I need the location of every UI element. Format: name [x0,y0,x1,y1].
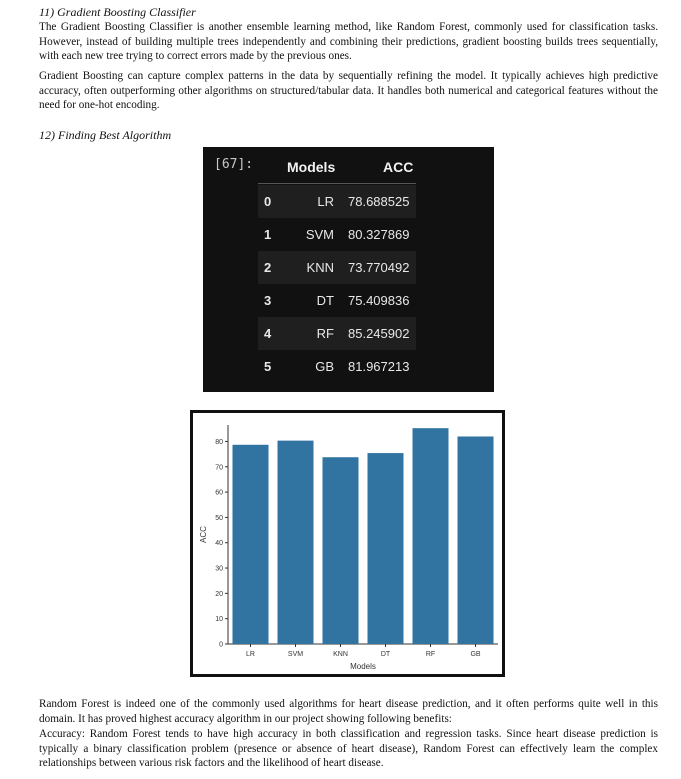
row-index: 0 [264,194,272,209]
row-index: 4 [264,326,272,341]
x-tick-label: GB [470,651,481,658]
conclusion-paragraph-1: Random Forest is indeed one of the commonly used algorithms for heart disease prediction, and it often performs quite well in this domain. It has proved highest accuracy algorithm in our project showing following benefits: [39,698,658,725]
bar-lr [233,445,269,644]
row-acc: 80.327869 [348,227,410,242]
row-index: 3 [264,293,272,308]
x-tick-label: KNN [333,651,348,658]
y-tick-label: 50 [215,514,223,522]
results-table-output [203,147,494,392]
row-index: 2 [264,260,272,275]
y-tick-label: 20 [215,590,223,598]
table-row [258,317,416,350]
conclusion-paragraph-2: Accuracy: Random Forest tends to have high accuracy in both classification and regression tasks. Since heart disease prediction is typically a binary classification problem (presence or absence of heart disease), Random Forest can effectively learn the complex relationships between various risk factors and the likelihood of heart disease. [39,728,658,770]
row-model: LR [317,194,334,209]
x-tick-label: SVM [287,651,304,658]
y-tick-label: 60 [215,489,223,497]
section-11-heading: 11) Gradient Boosting Classifier [39,5,196,19]
gb-paragraph-2: Gradient Boosting can capture complex patterns in the data by sequentially refining the model. It typically achieves high predictive accuracy, often outperforming other algorithms on structured/tabular data. It handles both numerical and categorical features without the need for one-hot encoding. [39,70,658,112]
chart-svg [193,413,502,674]
table-row [258,350,416,383]
row-model: SVM [305,227,334,242]
section-12-heading: 12) Finding Best Algorithm [39,128,172,142]
y-tick-label: 0 [219,641,223,649]
column-header-acc: ACC [383,159,414,175]
bar-dt [368,453,404,644]
row-model: DT [316,293,334,308]
row-model: GB [315,359,334,374]
bar-rf [413,428,449,644]
bar-gb [458,436,494,644]
table-row [258,284,416,317]
bar-svm [278,441,314,644]
x-tick-label: DT [380,651,391,658]
table-row [258,185,416,218]
y-tick-label: 40 [215,540,223,548]
gb-paragraph-1: The Gradient Boosting Classifier is another ensemble learning method, like Random Forest, commonly used for classification tasks. However, instead of building multiple trees independently and combining their predictions, gradient boosting builds trees sequentially, with each new tree trying to correct errors made by the previous ones. [39,21,658,63]
row-model: KNN [306,260,334,275]
row-acc: 81.967213 [348,359,410,374]
table-row [258,251,416,284]
row-acc: 73.770492 [348,260,410,275]
row-acc: 85.245902 [348,326,410,341]
x-tick-label: RF [425,651,436,658]
bar-knn [323,457,359,644]
x-tick-label: LR [246,651,255,658]
header-divider [258,183,416,184]
column-header-models: Models [287,159,336,175]
x-axis-label: Models [350,662,376,671]
row-index: 1 [264,227,272,242]
y-axis-label: ACC [199,526,208,543]
y-tick-label: 10 [215,616,223,624]
row-index: 5 [264,359,272,374]
y-tick-label: 70 [215,464,223,472]
y-tick-label: 80 [215,438,223,446]
row-acc: 75.409836 [348,293,410,308]
table-row [258,218,416,251]
accuracy-bar-chart [190,410,505,677]
row-acc: 78.688525 [348,194,410,209]
y-tick-label: 30 [215,565,223,573]
cell-prompt: [67]: [214,157,254,172]
row-model: RF [316,326,334,341]
